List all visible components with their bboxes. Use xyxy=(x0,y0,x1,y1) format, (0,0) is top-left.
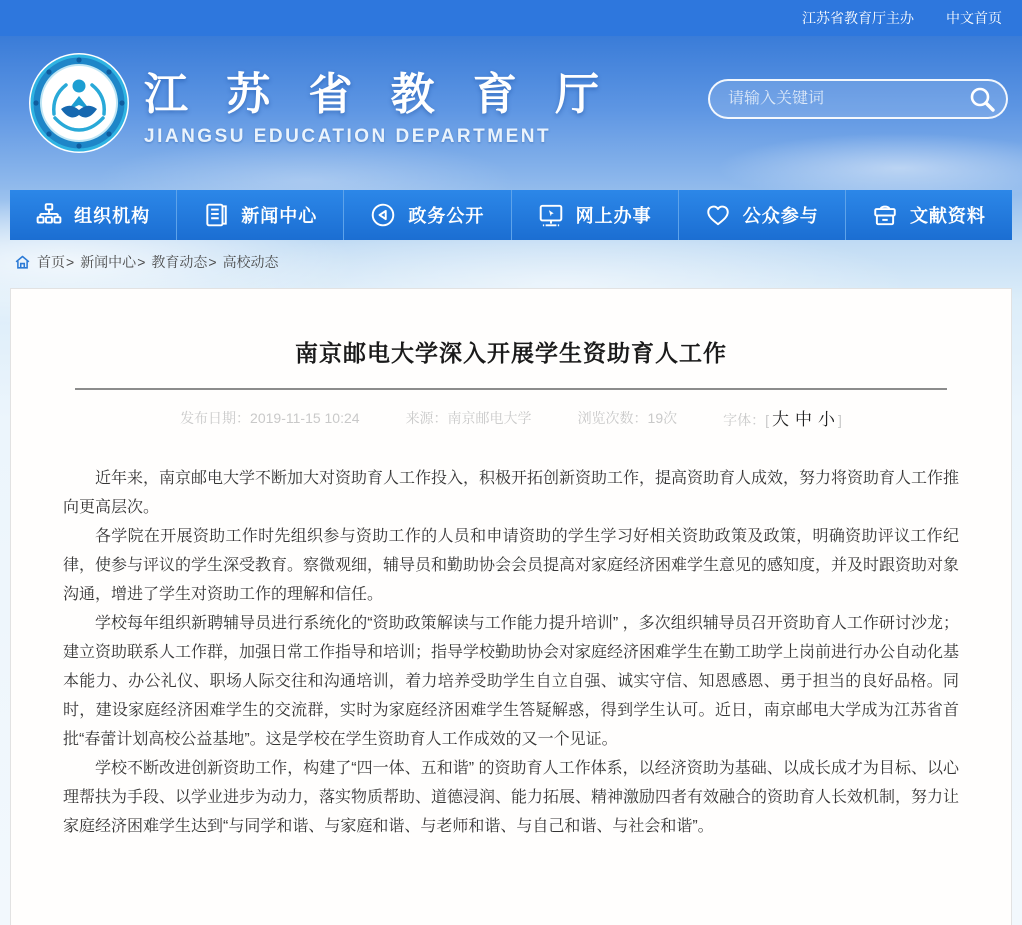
nav-item-online-services[interactable] xyxy=(512,190,679,240)
breadcrumb-news-center[interactable]: 新闻中心 xyxy=(80,254,137,270)
site-header xyxy=(0,36,1022,190)
topbar xyxy=(0,0,1022,36)
nav-label: 新闻中心 xyxy=(241,206,318,226)
jiangsu-education-logo-icon xyxy=(28,52,130,154)
nav-label: 网上办事 xyxy=(575,206,652,226)
article-meta xyxy=(11,405,1011,430)
link-chinese-home[interactable]: 中文首页 xyxy=(946,10,1002,26)
search-box xyxy=(708,79,1008,119)
nav-label: 公众参与 xyxy=(742,206,819,226)
font-size-switcher xyxy=(723,405,842,430)
nav-label: 政务公开 xyxy=(408,206,485,226)
article-paragraph: 学校每年组织新聘辅导员进行系统化的“资助政策解读与工作能力提升培训” ，多次组织辅导员召开资助育人工作研讨沙龙；建立资助联系人工作群，加强日常工作指导和培训；指导学校勤助协会对家庭经济困难学生在勤工助学上岗前进行办公自动化基本能力、办公礼仪、职场人际交往和沟通培训，着力培养受助学生自立自强、诚实守信、知恩感恩、勇于担当的良好品格。同时，建设家庭经济困难学生的交流群，实时为家庭经济困难学生答疑解惑，得到学生认可。近日，南京邮电大学成为江苏省首批“春蕾计划高校公益基地”。这是学校在学生资助育人工作成效的又一个见证。 xyxy=(63,615,960,748)
org-chart-icon xyxy=(36,202,62,228)
breadcrumb xyxy=(14,252,279,272)
nav-item-organization[interactable] xyxy=(10,190,177,240)
site-brand[interactable] xyxy=(28,52,612,154)
bracket-close: ] xyxy=(838,412,842,428)
nav-item-disclosure[interactable] xyxy=(344,190,511,240)
breadcrumb-separator: > xyxy=(137,254,146,270)
home-icon xyxy=(14,254,31,271)
site-title: 江 苏 省 教 育 厅 xyxy=(144,70,613,119)
article-paragraph: 近年来，南京邮电大学不断加大对资助育人工作投入，积极开拓创新资助工作，提高资助育人成效，努力将资助育人工作推向更高层次。 xyxy=(63,470,960,516)
article-body xyxy=(63,464,959,841)
title-divider xyxy=(75,388,947,390)
disclosure-icon xyxy=(370,202,396,228)
news-icon xyxy=(203,202,229,228)
search-icon xyxy=(968,85,996,113)
publish-date: 发布日期：2019-11-15 10:24 xyxy=(180,409,360,426)
article-paragraph: 学校不断改进创新资助工作，构建了“四一体、五和谐” 的资助育人工作体系，以经济资助为基础、以成长成才为目标、以心理帮扶为手段、以学业进步为动力，落实物质帮助、道德浸润、能力拓展、精神激励四者有效融合的资助育人长效机制，努力让家庭经济困难学生达到“与同学和谐、与家庭和谐、与老师和谐、与自己和谐、与社会和谐”。 xyxy=(63,760,960,835)
font-size-label: 字体： xyxy=(723,412,766,428)
article-source: 来源：南京邮电大学 xyxy=(405,409,532,426)
breadcrumb-separator: > xyxy=(208,254,217,270)
link-organizer[interactable]: 江苏省教育厅主办 xyxy=(802,10,914,26)
nav-label: 组织机构 xyxy=(74,206,151,226)
search-button[interactable] xyxy=(968,85,996,113)
archive-icon xyxy=(872,202,898,228)
search-input[interactable] xyxy=(728,90,968,108)
article-paragraph: 各学院在开展资助工作时先组织参与资助工作的人员和申请资助的学生学习好相关资助政策及政策，明确资助评议工作纪律，使参与评议的学生深受教育。察微观细，辅导员和勤助协会会员提高对家庭经济困难学生意见的感知度，并及时跟资助对象沟通，增进了学生对资助工作的理解和信任。 xyxy=(63,528,960,603)
font-size-large-button[interactable]: 大 xyxy=(772,410,790,429)
breadcrumb-home[interactable]: 首页 xyxy=(37,254,65,270)
breadcrumb-separator: > xyxy=(66,254,75,270)
breadcrumb-university-news[interactable]: 高校动态 xyxy=(222,254,279,270)
breadcrumb-education-news[interactable]: 教育动态 xyxy=(151,254,208,270)
nav-item-news[interactable] xyxy=(177,190,344,240)
font-size-medium-button[interactable]: 中 xyxy=(795,410,813,429)
font-size-small-button[interactable]: 小 xyxy=(818,410,836,429)
participation-heart-icon xyxy=(705,202,731,228)
nav-label: 文献资料 xyxy=(909,206,986,226)
content-panel xyxy=(10,288,1012,925)
site-title-en: JIANGSU EDUCATION DEPARTMENT xyxy=(144,126,552,147)
online-service-icon xyxy=(538,202,564,228)
bracket-open: [ xyxy=(765,412,770,428)
view-count: 浏览次数：19次 xyxy=(577,409,678,426)
main-nav xyxy=(10,190,1012,240)
nav-item-documents[interactable] xyxy=(846,190,1012,240)
article-title: 南京邮电大学深入开展学生资助育人工作 xyxy=(295,340,727,366)
nav-item-public-participation[interactable] xyxy=(679,190,846,240)
